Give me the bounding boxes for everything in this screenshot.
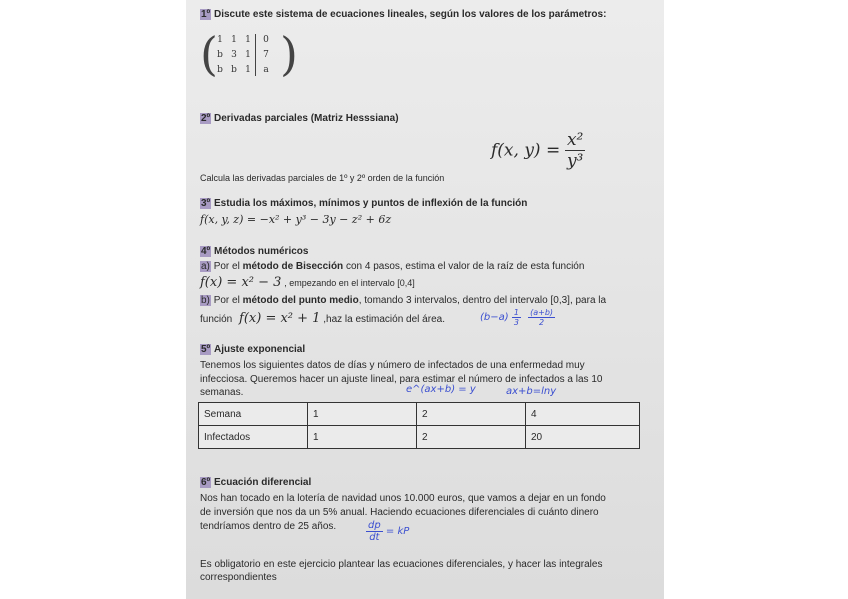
section-6-line2: de inversión que nos da un 5% anual. Haciendo ecuaciones diferenciales di cuánto dinero xyxy=(200,507,599,518)
table-row-label: Infectados xyxy=(199,426,308,449)
section-6-line1: Nos han tocado en la lotería de navidad unos 10.000 euros, que vamos a dejar en un fondo xyxy=(200,493,606,504)
section-4b-line2 xyxy=(200,311,445,326)
matrix-cell: 1 xyxy=(245,65,251,75)
item-a-text-cont: con 4 pasos, estima el valor de la raíz de esta función xyxy=(343,261,585,272)
section-1-title: Discute este sistema de ecuaciones lineales, según los valores de los parámetros: xyxy=(214,9,607,20)
table-cell: 20 xyxy=(526,426,640,449)
function-fraction xyxy=(565,130,585,171)
section-3-title: Estudia los máximos, mínimos y puntos de inflexión de la función xyxy=(214,198,528,209)
matrix-cell: 7 xyxy=(263,50,269,60)
matrix-cell: 1 xyxy=(217,35,223,45)
matrix-cell: 1 xyxy=(245,50,251,60)
section-5-line1: Tenemos los siguientes datos de días y número de infectados de una enfermedad muy xyxy=(200,360,585,371)
section-4-header xyxy=(200,246,308,257)
hand-derivative: $\frac{dp}{dt}$ xyxy=(368,520,381,543)
matrix-cell: b xyxy=(217,65,223,75)
handwritten-note-midpoint xyxy=(480,308,555,327)
item-a-label: a) xyxy=(201,261,210,272)
matrix-cell: 3 xyxy=(231,50,237,60)
handwritten-note-log: ax+b=lny xyxy=(506,386,557,397)
section-6-line3: tendríamos dentro de 25 años. xyxy=(200,521,337,532)
section-5-header xyxy=(200,344,305,355)
item-a-method: método de Bisección xyxy=(242,261,344,272)
handwritten-note-exponential: e^(ax+b) = y xyxy=(406,384,476,395)
item-a-text: Por el xyxy=(213,261,243,272)
matrix-cell: b xyxy=(217,50,223,60)
matrix-cell: 0 xyxy=(263,35,269,45)
infection-data-table xyxy=(198,402,640,449)
section-2-title: Derivadas parciales (Matriz Hesssiana) xyxy=(214,113,399,124)
section-6-number: 6º xyxy=(201,477,211,488)
item-b-text-cont: , tomando 3 intervalos, dentro del intervalo [0,3], para la xyxy=(358,295,607,306)
table-cell: 2 xyxy=(417,403,526,426)
section-5-line2: infecciosa. Queremos hacer un ajuste lineal, para estimar el número de infectados a las 10 xyxy=(200,374,603,385)
hand-note-b-minus-a: (b−a) xyxy=(480,312,512,323)
item-b-method: método del punto medio xyxy=(242,295,359,306)
matrix-cell: b xyxy=(231,65,237,75)
matrix-cell: 1 xyxy=(245,35,251,45)
section-6-line4: Es obligatorio en este ejercicio plantear las ecuaciones diferenciales, y hacer las integrales xyxy=(200,559,603,570)
hand-fraction-midpoint: $\frac{(a+b)}{2}$ xyxy=(530,308,554,327)
section-5-line3: semanas. xyxy=(200,387,244,398)
section-6-header xyxy=(200,477,311,488)
section-1-number: 1º xyxy=(201,9,211,20)
hessian-function xyxy=(491,130,585,171)
item-a-interval: , empezando en el intervalo [0,4] xyxy=(284,278,415,288)
hand-fraction-third: $\frac{1}{3}$ xyxy=(513,308,519,327)
item-b-label: b) xyxy=(201,295,210,306)
section-3-header xyxy=(200,198,527,209)
table-row xyxy=(199,403,640,426)
section-3-formula: f(x, y, z) = −x² + y³ − 3y − z² + 6z xyxy=(200,213,392,226)
exam-page xyxy=(186,0,664,599)
item-b-area-text: ,haz la estimación del área. xyxy=(323,314,445,325)
section-4a-line2 xyxy=(200,275,415,290)
section-5-title: Ajuste exponencial xyxy=(214,344,306,355)
matrix-divider xyxy=(255,34,256,76)
section-2-header xyxy=(200,113,399,124)
matrix-cell: a xyxy=(263,65,269,75)
section-4a-line1 xyxy=(200,261,584,272)
section-4b-line1 xyxy=(200,295,606,306)
section-2-number: 2º xyxy=(201,113,211,124)
table-cell: 1 xyxy=(308,403,417,426)
section-6-line5: correspondientes xyxy=(200,572,277,583)
item-b-text: Por el xyxy=(213,295,243,306)
function-lhs: f(x, y) = xyxy=(491,140,561,161)
matrix-cell: 1 xyxy=(231,35,237,45)
table-cell: 2 xyxy=(417,426,526,449)
section-5-number: 5º xyxy=(201,344,211,355)
section-6-title: Ecuación diferencial xyxy=(214,477,312,488)
section-3-number: 3º xyxy=(201,198,211,209)
fraction-numerator: x² xyxy=(566,130,584,150)
section-4-title: Métodos numéricos xyxy=(214,246,309,257)
table-cell: 1 xyxy=(308,426,417,449)
table-row-label: Semana xyxy=(199,403,308,426)
item-b-formula: f(x) = x² + 1 xyxy=(239,311,321,326)
item-b-function-label: función xyxy=(200,314,233,325)
section-4-number: 4º xyxy=(201,246,211,257)
fraction-denominator: y³ xyxy=(566,151,584,171)
handwritten-note-differential xyxy=(366,520,409,543)
section-1-header xyxy=(200,9,606,20)
table-cell: 4 xyxy=(526,403,640,426)
item-a-formula: f(x) = x² − 3 xyxy=(200,275,282,290)
hand-derivative-rhs: = kP xyxy=(385,526,410,537)
table-row xyxy=(199,426,640,449)
augmented-matrix: ( ) 1 1 1 0 b 3 1 7 b b 1 a xyxy=(200,27,298,81)
section-2-text: Calcula las derivadas parciales de 1º y 2º orden de la función xyxy=(200,173,445,183)
